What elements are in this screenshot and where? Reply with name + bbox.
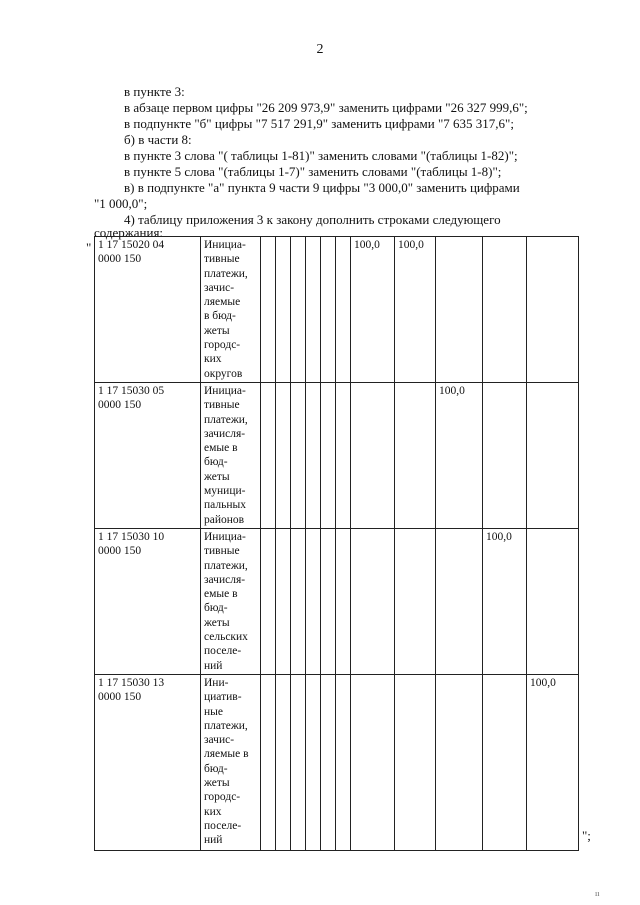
amount-cell: 100,0: [527, 674, 579, 850]
budget-code-cell: 1 17 15030 13 0000 150: [95, 674, 201, 850]
amount-cell: [436, 237, 483, 383]
amount-cell: 100,0: [483, 528, 527, 674]
table-cell: [336, 528, 351, 674]
income-name-cell: Ини- циатив- ные платежи, зачис- ляемые в бюд- жеты городс- ких поселе- ний: [201, 674, 261, 850]
table-cell: [276, 237, 291, 383]
paragraph-item-3-words: в пункте 3 слова "( таблицы 1-81)" заменить словами "(таблицы 1-82)";: [124, 148, 518, 163]
amount-cell: [527, 237, 579, 383]
table-cell: [261, 528, 276, 674]
amount-cell: [351, 674, 395, 850]
table-cell: [261, 237, 276, 383]
table-row: [95, 383, 579, 529]
income-name-cell: Инициа- тивные платежи, зачисля- емые в бюд- жеты муници- пальных районов: [201, 383, 261, 529]
amount-cell: [436, 674, 483, 850]
amount-cell: [527, 383, 579, 529]
scan-mark: ıı: [595, 889, 600, 898]
table-cell: [321, 528, 336, 674]
amount-cell: [527, 528, 579, 674]
income-name-cell: Инициа- тивные платежи, зачисля- емые в бюд- жеты сельских поселе- ний: [201, 528, 261, 674]
paragraph-subitem-a-end: "1 000,0";: [94, 196, 148, 211]
table-cell: [321, 383, 336, 529]
budget-code-cell: 1 17 15030 10 0000 150: [95, 528, 201, 674]
paragraph-item-4: 4) таблицу приложения 3 к закону дополнить строками следующего: [124, 212, 501, 227]
amount-cell: [483, 674, 527, 850]
table-cell: [306, 383, 321, 529]
table-cell: [321, 674, 336, 850]
paragraph-subitem-b: в подпункте "б" цифры "7 517 291,9" заменить цифрами "7 635 317,6";: [124, 116, 514, 131]
table-cell: [336, 383, 351, 529]
amount-cell: [351, 528, 395, 674]
table-open-quote: ": [86, 240, 92, 255]
paragraph-subitem-a: в) в подпункте "а" пункта 9 части 9 цифры "3 000,0" заменить цифрами: [124, 180, 520, 195]
table-cell: [291, 674, 306, 850]
paragraph-content-label: содержания:: [94, 225, 164, 240]
table-row: [95, 528, 579, 674]
amount-cell: [351, 383, 395, 529]
table-cell: [276, 674, 291, 850]
budget-code-cell: 1 17 15020 04 0000 150: [95, 237, 201, 383]
table-close-quote: ";: [582, 828, 591, 843]
amount-cell: [395, 674, 436, 850]
income-name-cell: Инициа- тивные платежи, зачис- ляемые в бюд- жеты городс- ких округов: [201, 237, 261, 383]
page-number: 2: [316, 42, 324, 57]
amount-cell: [436, 528, 483, 674]
amendment-table: [94, 236, 579, 851]
table-cell: [336, 674, 351, 850]
table-cell: [291, 528, 306, 674]
table-cell: [276, 528, 291, 674]
amount-cell: 100,0: [351, 237, 395, 383]
amount-cell: [483, 383, 527, 529]
paragraph-part-8: б) в части 8:: [124, 132, 192, 147]
table-cell: [276, 383, 291, 529]
table-cell: [291, 383, 306, 529]
paragraph-item-3: в пункте 3:: [124, 84, 185, 99]
table-cell: [306, 237, 321, 383]
table-row: [95, 237, 579, 383]
table-cell: [261, 383, 276, 529]
table-row: [95, 674, 579, 850]
paragraph-item-5-words: в пункте 5 слова "(таблицы 1-7)" заменить словами "(таблицы 1-8)";: [124, 164, 502, 179]
table-cell: [321, 237, 336, 383]
table-cell: [306, 528, 321, 674]
paragraph-abzac-first: в абзаце первом цифры "26 209 973,9" заменить цифрами "26 327 999,6";: [124, 100, 528, 115]
amount-cell: 100,0: [436, 383, 483, 529]
table-cell: [291, 237, 306, 383]
table-cell: [336, 237, 351, 383]
table-cell: [261, 674, 276, 850]
budget-code-cell: 1 17 15030 05 0000 150: [95, 383, 201, 529]
table-cell: [306, 674, 321, 850]
amount-cell: [483, 237, 527, 383]
amount-cell: 100,0: [395, 237, 436, 383]
amount-cell: [395, 383, 436, 529]
amount-cell: [395, 528, 436, 674]
